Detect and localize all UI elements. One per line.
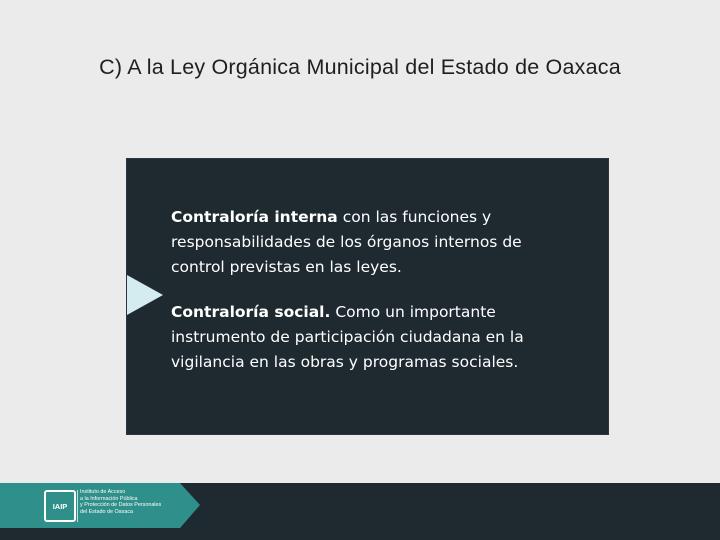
institute-name-line: del Estado de Oaxaca: [80, 508, 134, 515]
item-text: Como un importante instrumento de participación ciudadana en la vigilancia en las obras y programas sociales.: [171, 303, 524, 371]
list-item: [171, 300, 561, 375]
item-heading: Contraloría interna: [171, 208, 338, 226]
institute-name: [80, 489, 180, 515]
content-text: [171, 205, 561, 395]
slide-title: C) A la Ley Orgánica Municipal del Estado de Oaxaca: [99, 55, 621, 79]
item-heading: Contraloría social.: [171, 303, 331, 321]
institute-name-line: y Protección de Datos Personales: [80, 502, 162, 508]
institute-name-line: Instituto de Acceso: [80, 489, 126, 495]
institute-name-line: a la Información Pública: [80, 495, 138, 502]
logo-divider: [77, 490, 78, 522]
iaip-logo: IAIP: [44, 490, 76, 522]
pointer-arrow-icon: [127, 275, 163, 315]
item-text: con las funciones y responsabilidades de los órganos internos de control previstas en las leyes.: [171, 208, 522, 276]
list-item: [171, 205, 561, 280]
